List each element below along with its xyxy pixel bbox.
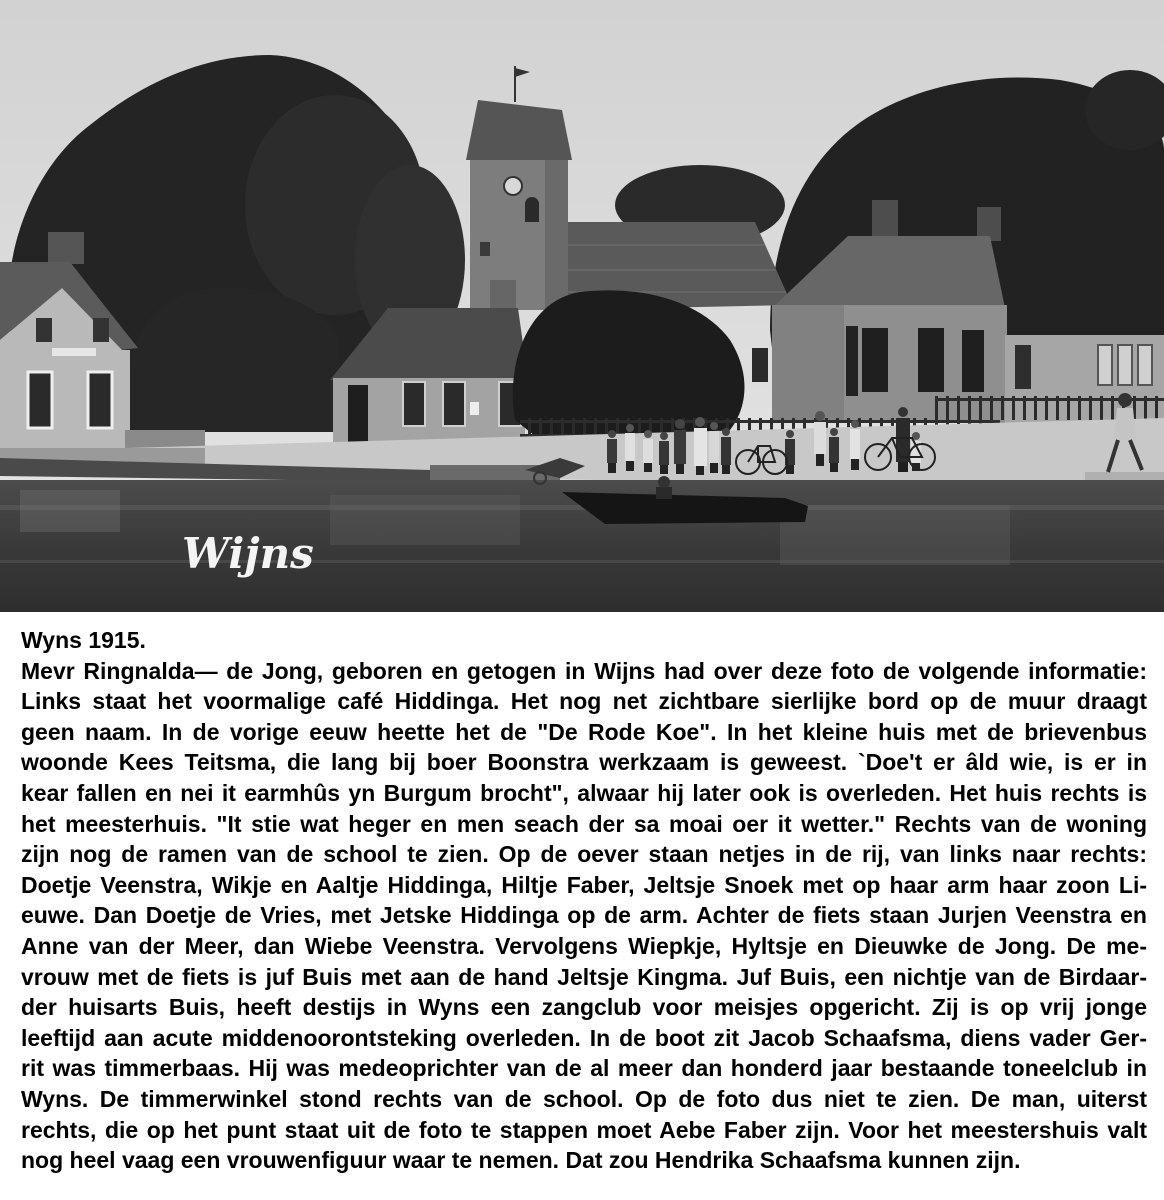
person-part [710,422,718,430]
mailbox [470,402,479,415]
water-part [0,560,1164,563]
caption-line: het meesterhuis. "It stie wat heger en men seach der sa moai oer it wetter." Rechts van de woning [21,810,1147,837]
water-part [330,495,520,545]
person-part [898,407,908,417]
caption [21,625,1147,1176]
person-part [660,465,668,474]
teacher-house-part [862,328,888,392]
person-part [851,459,859,470]
person-part [696,466,704,475]
teacher-house-part [752,348,768,382]
caption-line: Links staat het voormalige café Hiddinga. Het nog net zichtbare sierlijke bord op de muur draagt [21,688,1147,715]
caption-line: Mevr Ringnalda— de Jong, geboren en getogen in Wijns had over deze foto de volgende informatie: [21,657,1147,684]
caption-line: euwe. Dan Doetje de Vries, met Jetske Hiddinga op de arm. Achter de fiets staan Jurjen Veenstra en [21,902,1147,929]
cafe-house-part [93,318,109,342]
cafe-house-part [88,372,112,428]
caption-line: Anne van der Meer, dan Wiebe Veenstra. Vervolgens Wiepkje, Hyltsje en Dieuwke de Jong. De me- [21,932,1147,959]
school-part [1118,345,1132,385]
cafe-house-part [36,318,52,342]
water-part [20,490,120,532]
person-part [851,420,859,428]
church-tower-part [480,242,490,256]
caption-line: rit was timmerbaas. Hij was medeoprichter van de al meer dan honderd jaar bestaande toneelclub in [21,1055,1147,1082]
person-part [695,417,705,427]
teacher-house-part [977,207,1001,241]
person-part [626,424,634,432]
teacher-house-part [962,330,984,392]
caption-line: der huisarts Buis, heeft destijs in Wyns een zangclub voor meisjes opgericht. Zij is op vrij jonge [21,994,1147,1021]
person-part [815,411,825,421]
teacher-house-part [772,305,844,423]
caption-line: Doetje Veenstra, Wikje en Aaltje Hiddinga, Hiltje Faber, Jeltsje Snoek met op haar arm haar zoon Li- [21,871,1147,898]
person-part [850,429,860,459]
caption-title: Wyns 1915. [21,627,146,653]
water-part [780,505,1010,565]
caption-line: kear fallen en nei it earmhûs yn Burgum brocht", alwaar hij later ook is overleden. Het huis rechts is [21,779,1147,806]
caption-line: woonde Kees Teitsma, die lang bij boer Boonstra werkzaam is geweest. `Doe't er âld wie, is er in [21,749,1147,776]
person-part [830,428,838,436]
teacher-house-part [872,200,898,238]
person-part [659,441,669,465]
school-part [1138,345,1152,385]
person-part [896,418,910,462]
person-part [675,419,685,429]
church-tower-part [545,158,568,310]
person-part [607,439,617,463]
teacher-house-part [918,328,944,392]
person-part [816,454,824,466]
fence-part [520,420,1000,423]
person-part [830,463,838,472]
person-part [608,463,616,473]
person-part [625,433,635,461]
person-part [710,463,718,473]
boat-part [658,476,670,488]
tower-window [525,197,539,222]
person-part [829,437,839,463]
person-part [722,428,730,436]
caption-line: Wyns. De timmerwinkel stond rechts van de school. Op de foto dus niet te zien. De man, uiterst [21,1085,1147,1112]
person-part [643,439,653,463]
person-part [694,428,707,466]
person-part [814,422,826,454]
person-part [676,464,684,474]
person-part [626,461,634,471]
caption-line: leeftijd aan acute middenoorontsteking overleden. In de boot zit Jacob Schaafsma, diens vader Ger- [21,1024,1147,1051]
photo-inscription: Wijns [182,529,314,578]
caption-line: geen naam. In de vorige eeuw heette het de "De Rode Koe". In het kleine huis met de brievenbus [21,718,1147,745]
tower-clock [504,177,522,195]
person-part [721,437,731,465]
person-part [722,465,730,474]
small-house-part [443,382,465,426]
walking-man-part [1114,408,1136,440]
person-part [786,430,794,438]
school-part [1098,345,1112,385]
caption-line: rechts, die op het punt staat uit de foto te stappen moet Aebe Faber zijn. Voor het meestershuis valt [21,1116,1147,1143]
person-part [608,430,616,438]
person-part [660,432,668,440]
trees-left-part [128,287,340,432]
name-board [52,348,96,356]
small-house-part [403,382,425,426]
person-part [898,462,908,472]
boat-part [656,487,672,499]
walking-man-part [1118,393,1132,407]
person-part [709,431,719,463]
cafe-house-part [48,232,84,264]
caption-line: nog heel vaag een vrouwenfiguur waar te nemen. Dat zou Hendrika Schaafsma kunnen zijn. [21,1147,1021,1174]
person-part [644,430,652,438]
caption-line: zijn nog de ramen van de school te zien. Op de oever staan netjes in de rij, van links naar rechts: [21,841,1147,868]
teacher-house-part [846,326,858,396]
small-house-part [490,280,516,312]
person-part [674,430,686,464]
cafe-house-part [28,372,52,428]
school-part [1015,345,1031,389]
caption-line: vrouw met de fiets is juf Buis met aan de hand Jeltsje Kingma. Juf Buis, een nichtje van de Birdaar- [21,963,1147,990]
person-part [644,463,652,472]
